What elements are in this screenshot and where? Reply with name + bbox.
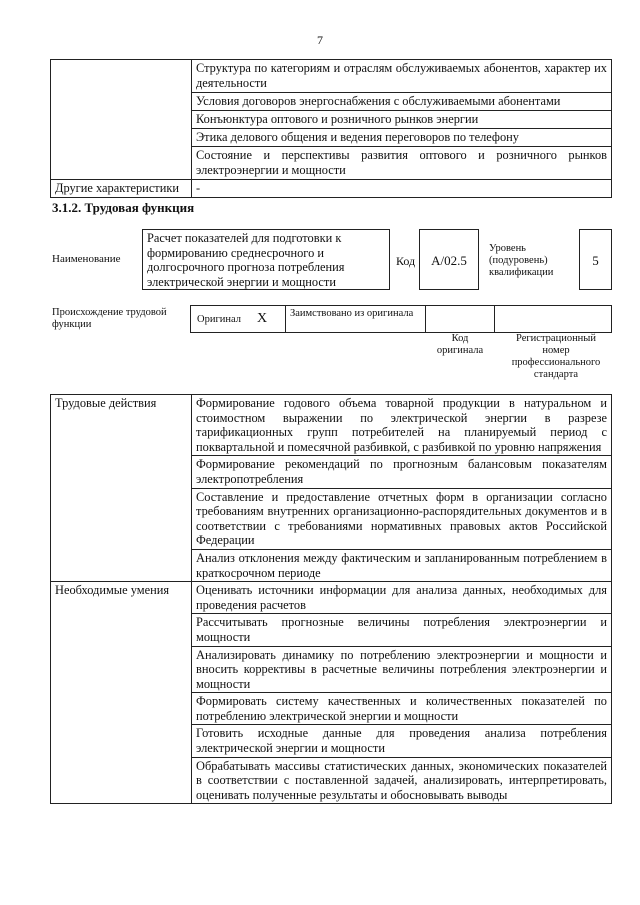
borrowed-label: Заимствовано из оригинала	[290, 308, 414, 319]
function-name-value: Расчет показателей для подготовки к формированию среднесрочного и долгосрочного прогноза потребления электрической энергии и мощности	[142, 229, 390, 290]
function-detail-row	[51, 395, 612, 456]
function-detail-item: Анализ отклонения между фактическим и запланированным потреблением в краткосрочном периоде	[192, 549, 612, 581]
page-number: 7	[317, 33, 323, 47]
original-mark: X	[257, 311, 268, 326]
function-detail-item: Обрабатывать массивы статистических данных, экономических показателей в соответствии с поставленной задачей, анализировать, интерпретировать, оценивать полученные результаты и обосновывать выводы	[192, 757, 612, 804]
characteristics-item: -	[192, 180, 612, 198]
characteristics-row	[51, 60, 612, 93]
function-detail-item: Формирование рекомендаций по прогнозным балансовым показателям электропотребления	[192, 456, 612, 488]
characteristics-item: Состояние и перспективы развития оптового и розничного рынков электроэнергии и мощности	[192, 147, 612, 180]
reg-number-caption: Регистрационный номер профессионального стандарта	[511, 333, 601, 380]
function-detail-item: Готовить исходные данные для проведения анализа потребления электрической энергии и мощности	[192, 725, 612, 757]
characteristics-row	[51, 180, 612, 198]
function-details-table	[50, 394, 612, 804]
origin-divider-3	[494, 305, 495, 333]
characteristics-item: Этика делового общения и ведения переговоров по телефону	[192, 129, 612, 147]
continued-characteristics-table	[50, 59, 612, 198]
code-original-caption: Код оригинала	[436, 333, 484, 356]
characteristics-label: Другие характеристики	[51, 180, 192, 198]
origin-row	[190, 305, 612, 333]
function-detail-item: Рассчитывать прогнозные величины потребления электроэнергии и мощности	[192, 614, 612, 646]
section-title: 3.1.2. Трудовая функция	[52, 200, 195, 215]
origin-label: Происхождение трудовой функции	[52, 307, 167, 330]
origin-divider-2	[425, 305, 426, 333]
function-detail-item: Формировать систему качественных и количественных показателей по потреблению электрической энергии и мощности	[192, 693, 612, 725]
function-detail-item: Оценивать источники информации для анализа данных, необходимых для проведения расчетов	[192, 582, 612, 614]
function-detail-item: Анализировать динамику по потреблению электроэнергии и мощности и вносить коррективы в расчетные величины потребления электроэнергии и мощности	[192, 646, 612, 693]
function-detail-label: Необходимые умения	[51, 582, 192, 804]
function-detail-label: Трудовые действия	[51, 395, 192, 582]
function-detail-item: Формирование годового объема товарной продукции в натуральном и стоимостном выражении по электрической энергии в разрезе тарификационных групп потребителей на планируемый период с поквартальной и помесячной разбивкой, с разбивкой по уровню напряжения	[192, 395, 612, 456]
level-label: Уровень (подуровень) квалификации	[489, 243, 554, 278]
characteristics-item: Структура по категориям и отраслям обслуживаемых абонентов, характер их деятельности	[192, 60, 612, 93]
characteristics-item: Конъюнктура оптового и розничного рынков энергии	[192, 111, 612, 129]
characteristics-item: Условия договоров энергоснабжения с обслуживаемыми абонентами	[192, 93, 612, 111]
code-label: Код	[396, 254, 416, 268]
characteristics-label	[51, 60, 192, 180]
name-label: Наименование	[52, 253, 121, 265]
origin-divider-1	[285, 305, 286, 333]
original-label: Оригинал	[197, 314, 241, 325]
level-value: 5	[579, 229, 612, 290]
function-detail-row	[51, 582, 612, 614]
function-detail-item: Составление и предоставление отчетных форм в организации согласно требованиям внутренних организационно-распорядительных документов и в соответствии с требованиями нормативных правовых актов Российской Федерации	[192, 488, 612, 549]
function-code-value: A/02.5	[419, 229, 479, 290]
